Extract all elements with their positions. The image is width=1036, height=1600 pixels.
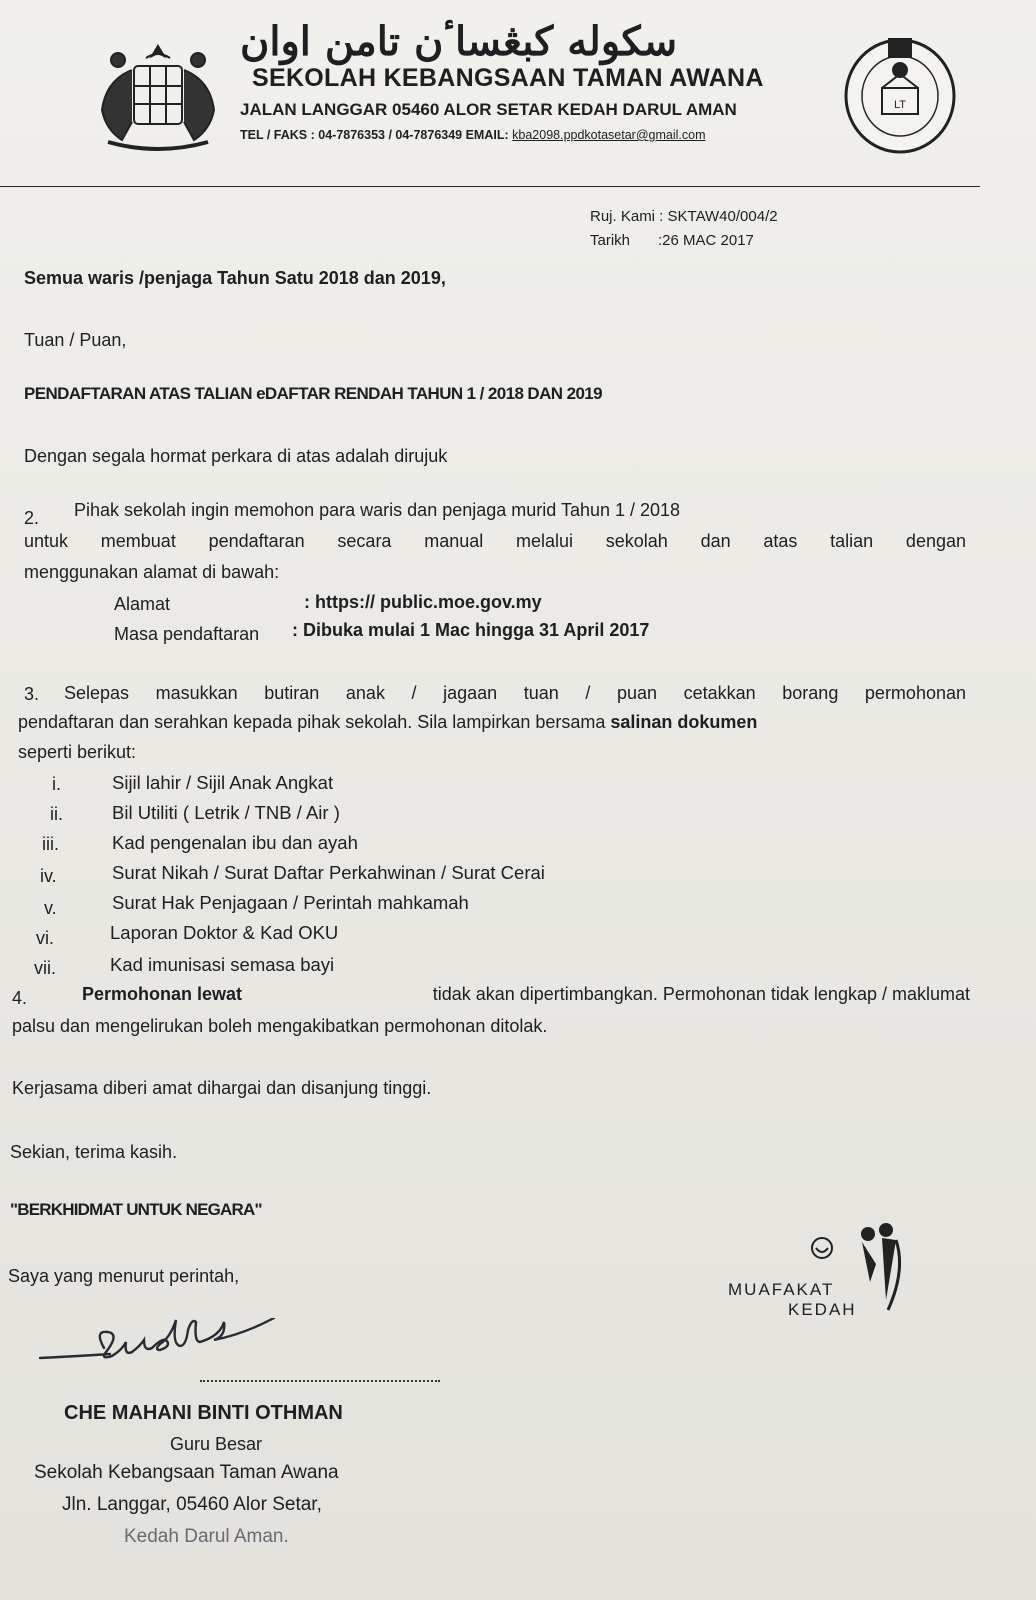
motto: "BERKHIDMAT UNTUK NEGARA" [10, 1200, 262, 1219]
list-item-text: Kad imunisasi semasa bayi [110, 954, 335, 975]
date-value: :26 MAC 2017 [658, 232, 754, 249]
date-label: Tarikh [590, 232, 631, 249]
signer-name: CHE MAHANI BINTI OTHMAN [64, 1402, 343, 1424]
masa-label: Masa pendaftaran [114, 624, 260, 644]
para2-line3: menggunakan alamat di bawah: [24, 562, 280, 582]
closing-2: Sekian, terima kasih. [10, 1142, 178, 1162]
signer-address-1: Jln. Langgar, 05460 Alor Setar, [62, 1494, 322, 1515]
list-item-number: iii. [42, 834, 59, 854]
school-name-jawi: سکوله کبڠسا‌ٴن تامن اوان [240, 18, 678, 65]
list-item-text: Surat Hak Penjagaan / Perintah mahkamah [112, 892, 469, 913]
signer-school: Sekolah Kebangsaan Taman Awana [34, 1462, 339, 1483]
sign-intro: Saya yang menurut perintah, [8, 1266, 240, 1286]
salutation: Tuan / Puan, [24, 330, 127, 350]
header-rule [0, 186, 980, 187]
paragraph-1: Dengan segala hormat perkara di atas adalah dirujuk [24, 446, 448, 466]
para4-number: 4. [12, 988, 28, 1008]
list-item-text: Kad pengenalan ibu dan ayah [112, 832, 358, 853]
contact-phones: TEL / FAKS : 04-7876353 / 04-7876349 EMAIL: [240, 128, 509, 142]
list-item-text: Sijil lahir / Sijil Anak Angkat [112, 772, 334, 793]
school-badge-icon [840, 30, 960, 156]
list-item-number: i. [52, 774, 61, 794]
kedah-text: KEDAH [788, 1300, 857, 1319]
list-item-text: Laporan Doktor & Kad OKU [110, 922, 339, 943]
para4-bold: Permohonan lewat [82, 984, 243, 1004]
para4-line2: palsu dan mengelirukan boleh mengakibatkan permohonan ditolak. [12, 1016, 548, 1036]
para3-line1: Selepas masukkan butiran anak / jagaan tuan / puan cetakkan borang permohonan [64, 683, 966, 703]
list-item-number: iv. [40, 866, 57, 886]
school-contact [240, 128, 706, 142]
para3-line2-bold: salinan dokumen [610, 712, 758, 732]
subject: PENDAFTARAN ATAS TALIAN eDAFTAR RENDAH TAHUN 1 / 2018 DAN 2019 [24, 384, 603, 403]
reference-number: Ruj. Kami : SKTAW40/004/2 [590, 208, 778, 225]
alamat-value: : https:// public.moe.gov.my [304, 592, 542, 612]
signature-icon [30, 1318, 330, 1378]
list-item-number: vii. [34, 958, 56, 978]
para3-line2 [18, 712, 757, 733]
school-name: SEKOLAH KEBANGSAAN TAMAN AWANA [252, 64, 764, 92]
school-address: JALAN LANGGAR 05460 ALOR SETAR KEDAH DARUL AMAN [240, 100, 737, 119]
alamat-label: Alamat [114, 594, 171, 614]
list-item-text: Surat Nikah / Surat Daftar Perkahwinan / Surat Cerai [112, 862, 545, 883]
para2-line1: Pihak sekolah ingin memohon para waris dan penjaga murid Tahun 1 / 2018 [74, 500, 681, 520]
signer-address-2: Kedah Darul Aman. [124, 1526, 289, 1547]
list-item-number: vi. [36, 928, 54, 948]
para3-line3: seperti berikut: [18, 742, 137, 762]
para3-line2-text: pendaftaran dan serahkan kepada pihak sekolah. Sila lampirkan bersama [18, 712, 606, 732]
list-item-number: ii. [50, 804, 63, 824]
list-item-text: Bil Utiliti ( Letrik / TNB / Air ) [112, 802, 340, 823]
para3-number: 3. [24, 684, 40, 704]
para2-line2: untuk membuat pendaftaran secara manual melalui sekolah dan atas talian dengan [24, 531, 966, 551]
signature-line [200, 1380, 440, 1382]
closing-1: Kerjasama diberi amat dihargai dan disanjung tinggi. [12, 1078, 432, 1098]
muafakat-text: MUAFAKAT [728, 1280, 835, 1299]
para4-line1-rest: tidak akan dipertimbangkan. Permohonan tidak lengkap / maklumat [432, 984, 970, 1004]
email-link[interactable]: kba2098.ppdkotasetar@gmail.com [512, 128, 706, 142]
signer-title: Guru Besar [170, 1434, 263, 1454]
recipient: Semua waris /penjaga Tahun Satu 2018 dan 2019, [24, 268, 446, 288]
list-item-number: v. [44, 898, 57, 918]
badge-initials: LT [893, 99, 907, 111]
coat-of-arms-icon [88, 38, 228, 158]
para2-number: 2. [24, 508, 40, 528]
para4-line1 [82, 984, 970, 1005]
masa-value: : Dibuka mulai 1 Mac hingga 31 April 2017 [292, 620, 650, 640]
